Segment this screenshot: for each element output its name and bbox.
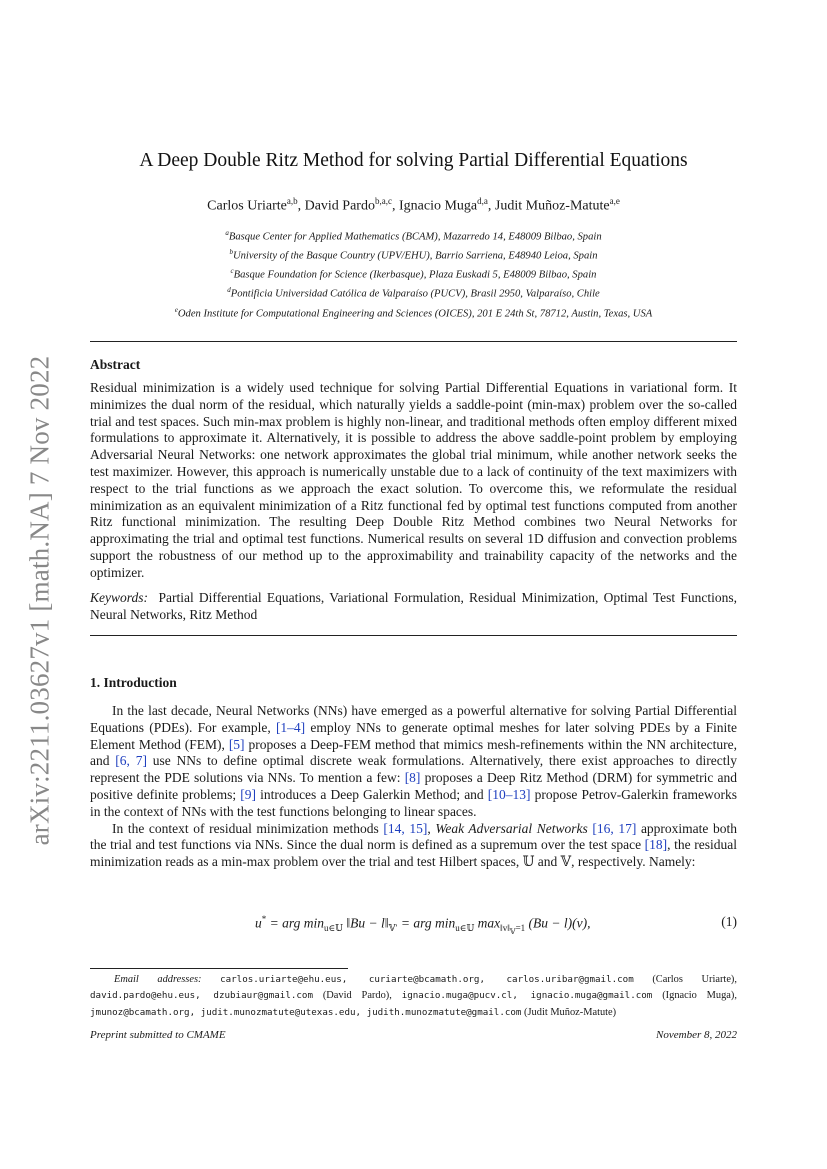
email-links[interactable]: ignacio.muga@pucv.cl, ignacio.muga@gmail.com: [401, 990, 653, 1002]
abstract-heading: Abstract: [90, 357, 141, 372]
author: Ignacio Muga: [398, 198, 478, 214]
arxiv-id[interactable]: arXiv:2211.03627v1 [math.NA] 7 Nov 2022: [24, 355, 55, 845]
page-footer: [90, 1029, 737, 1041]
email-links[interactable]: carlos.uriarte@ehu.eus, curiarte@bcamath.org, carlos.uribar@gmail.com: [220, 974, 634, 985]
author: David Pardo: [304, 198, 375, 214]
affiliation: $^d$Pontificia Universidad Católica de Valparaíso (PUCV), Brasil 2950, Valparaíso, Chile: [227, 286, 600, 300]
citation-link[interactable]: [14, 15]: [383, 820, 428, 836]
footnote-rule: [90, 968, 348, 969]
equation-number: (1): [721, 914, 737, 929]
intro-paragraph-2: In the context of residual minimization methods [14, 15], Weak Adversarial Networks [16, 17] approximate both the trial and test functions via NNs. Since the dual norm is defined as a supremum over the test space [18], the residual minimization reads as a min-max problem over the trial and test Hilbert spaces, 𝕌 and 𝕍, respectively. Namely:: [90, 820, 738, 870]
affiliation: $^a$Basque Center for Applied Mathematics (BCAM), Mazarredo 14, E48009 Bilbao, Spain: [225, 229, 602, 243]
citation-link[interactable]: [8]: [404, 770, 421, 786]
author: Carlos Uriarte: [207, 198, 287, 214]
paper-title: A Deep Double Ritz Method for solving Partial Differential Equations: [139, 150, 688, 171]
citation-link[interactable]: [6, 7]: [115, 753, 147, 769]
keywords: [90, 590, 737, 624]
affiliation: $^c$Basque Foundation for Science (Ikerbasque), Plaza Euskadi 5, E48009 Bilbao, Spain: [230, 267, 597, 281]
footnote-emails: Email addresses: carlos.uriarte@ehu.eus, curiarte@bcamath.org, carlos.uribar@gmail.com (Carlos Uriarte), david.pardo@ehu.eus, dzubiaur@gmail.com (David Pardo), ignacio.muga@pucv.cl, ignacio.muga@gmail.com (Ignacio Muga), jmunoz@bcamath.org, judit.munozmatute@utexas.edu, judith.munozmatute@gmail.com (Judit Muñoz-Matute): [90, 974, 737, 1018]
citation-link[interactable]: [1–4]: [275, 719, 306, 735]
citation-link[interactable]: [18]: [644, 837, 668, 853]
intro-paragraph-1: In the last decade, Neural Networks (NNs) have emerged as a powerful alternative for solving Partial Differential Equations (PDEs). For example, [1–4] employ NNs to generate optimal meshes for later solving PDEs by a Finite Element Method (FEM), [5] proposes a Deep-FEM method that mimics mesh-refinements within the NN architecture, and [6, 7] use NNs to define optimal discrete weak formulations. Alternatively, there exist approaches to directly represent the PDE solutions via NNs. To mention a few: [8] proposes a Deep Ritz Method (DRM) for symmetric and positive definite problems; [9] introduces a Deep Galerkin Method; and [10–13] propose Petrov-Galerkin frameworks in the context of NNs with the test functions belonging to linear spaces.: [90, 703, 738, 819]
intro-body: [90, 703, 737, 871]
section-heading: 1. Introduction: [90, 675, 177, 690]
keywords-label: Keywords:: [90, 590, 148, 605]
email-links[interactable]: jmunoz@bcamath.org, judit.munozmatute@utexas.edu, judith.munozmatute@gmail.com: [90, 1006, 522, 1018]
email-links[interactable]: david.pardo@ehu.eus, dzubiaur@gmail.com: [90, 990, 313, 1002]
citation-link[interactable]: [9]: [240, 786, 256, 802]
footer-date: November 8, 2022: [656, 1029, 737, 1041]
footer-journal: Preprint submitted to CMAME: [90, 1029, 226, 1041]
author: Judit Muñoz-Matute: [494, 198, 610, 214]
citation-link[interactable]: [10–13]: [487, 786, 531, 802]
equation-body: u* = arg $\min_{u\in 𝕌}$ ‖Bu − $l‖_{𝕍'}$ = arg $\min_{u\in 𝕌} \max_{‖v‖_𝕍=1} (Bu - l)(v)$,: [255, 914, 591, 936]
citation-link[interactable]: [5]: [228, 736, 245, 752]
author-list: Carlos Uriarte$^{a,b}$, David Pardo$^{b,a,c}$, Ignacio Muga$^{d,a}$, Judit Muñoz-Matute$^{a,e}$: [207, 196, 620, 214]
abstract-bottom-rule: [90, 635, 737, 636]
abstract-body: Residual minimization is a widely used technique for solving Partial Differential Equations in variational form. It minimizes the dual norm of the residual, which naturally yields a saddle-point (min-max) problem over the so-called trial and test spaces. Such min-max problem is highly non-linear, and traditional methods often employ different mixed formulations to approximate it. Alternatively, it is possible to address the above saddle-point problem by employing Adversarial Neural Networks: one network approximates the global trial minimum, while another network seeks the test maximizer. However, this approach is numerically unstable due to a lack of continuity of the text maximizers with respect to the trial functions as we approach the exact solution. To overcome this, we reformulate the residual minimization as an equivalent minimization of a Ritz functional fed by optimal test functions computed from another Ritz functional minimization. The resulting Deep Double Ritz Method combines two Neural Networks for approximating the trial and optimal test functions. Numerical results on several 1D diffusion and convection problems support the robustness of our method up to the approximability and trainability capacity of the networks and the optimizer.: [90, 380, 737, 580]
keywords-text: Partial Differential Equations, Variational Formulation, Residual Minimization, Optimal Test Functions, Neural Networks, Ritz Method: [90, 590, 738, 622]
affiliation: $^b$University of the Basque Country (UPV/EHU), Barrio Sarriena, E48940 Leioa, Spain: [229, 248, 598, 262]
arxiv-sidebar-stamp: [16, 345, 64, 855]
abstract-top-rule: [90, 341, 737, 342]
affiliation: $^e$Oden Institute for Computational Engineering and Sciences (OICES), 201 E 24th St, 78712, Austin, Texas, USA: [174, 305, 653, 320]
equation-1: [90, 914, 737, 944]
citation-link[interactable]: [16, 17]: [592, 820, 637, 836]
affiliation-list: [0, 226, 827, 322]
